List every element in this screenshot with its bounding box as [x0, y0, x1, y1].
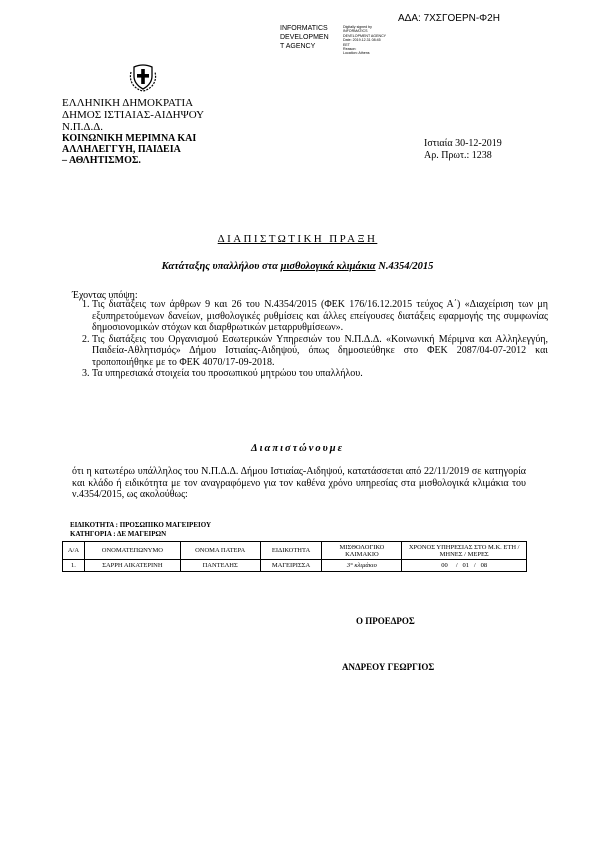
department-line: ΑΛΛΗΛΕΓΓΥΗ, ΠΑΙΔΕΙΑ [62, 144, 181, 155]
subtitle-pre: Κατάταξης υπαλλήλου στα [161, 261, 281, 272]
department-line: – ΑΘΛΗΤΙΣΜΟΣ. [62, 155, 141, 166]
stamp-detail: Location: Athens [343, 51, 370, 56]
table-header-row [63, 542, 527, 560]
stamp-line: INFORMATICS [280, 25, 328, 32]
ada-code: ΑΔΑ: 7ΧΣΓΟΕΡΝ-Φ2Η [398, 13, 500, 24]
stamp-detail: Digitally signed by [343, 25, 372, 29]
table-cell: ΣΑΡΡΗ ΑΙΚΑΤΕΡΙΝΗ [84, 560, 180, 572]
subtitle-law: Ν.4354/2015 [375, 261, 434, 272]
table-cell: ΜΑΓΕΙΡΙΣΣΑ [260, 560, 322, 572]
table-cell: 3° κλιμάκιο [322, 560, 402, 572]
signature-stamp-details [343, 25, 403, 56]
table-header: ΜΙΣΘΟΛΟΓΙΚΟ ΚΛΙΜΑΚΙΟ [322, 542, 402, 560]
table-header: ΟΝΟΜΑΤΕΠΩΝΥΜΟ [84, 542, 180, 560]
list-item: 3. Τα υπηρεσιακά στοιχεία του προσωπικού μητρώου του υπαλλήλου. [92, 368, 548, 380]
table-cell: 1. [63, 560, 85, 572]
table-header: Α/Α [63, 542, 85, 560]
intro-text: Έχοντας υπόψη: [72, 290, 138, 301]
header-line: ΕΛΛΗΝΙΚΗ ΔΗΜΟΚΡΑΤΙΑ [62, 97, 194, 109]
signature-role: Ο ΠΡΟΕΔΡΟΣ [356, 616, 415, 626]
table-header: ΧΡΟΝΟΣ ΥΠΗΡΕΣΙΑΣ ΣΤΟ Μ.Κ. ΕΤΗ / ΜΗΝΕΣ / ΜΕΡΕΣ [402, 542, 527, 560]
body-paragraph: ότι η κατωτέρω υπάλληλος του Ν.Π.Δ.Δ. Δήμου Ιστιαίας-Αιδηψού, κατατάσσεται από 22/11/2019 σε κατηγορία και κλάδο ή ειδικότητα με τον αναγραφόμενο για τον καθένα χρόνο υπηρεσίας στα μισθολογικά κλιμάκια του ν.4354/2015, ως ακολούθως: [72, 466, 526, 500]
signature-stamp-name [280, 24, 340, 51]
protocol-number: Αρ. Πρωτ.: 1238 [424, 149, 492, 161]
classification-table [62, 541, 527, 572]
stamp-detail: Reason: [343, 47, 357, 52]
category-label: ΚΑΤΗΓΟΡΙΑ : ΔΕ ΜΑΓΕΙΡΩΝ [70, 530, 167, 538]
declaration-heading: Διαπιστώνουμε [251, 443, 344, 454]
subtitle-underlined: μισθολογικά κλιμάκια [280, 261, 376, 272]
considerations-list [70, 299, 548, 380]
list-item: 2. Τις διατάξεις του Οργανισμού Εσωτερικών Υπηρεσιών του Ν.Π.Δ.Δ. «Κοινωνική Μέριμνα και Αλληλεγγύη, Παιδεία-Αθλητισμός» Δήμου Ιστιαίας-Αιδηψού, όπως δημοσιεύθηκε στο ΦΕΚ 2087/04-07-2012 και τροποποιήθηκε με το ΦΕΚ 4070/17-09-2018. [92, 334, 548, 369]
greek-emblem-icon [128, 62, 158, 92]
specialty-label: ΕΙΔΙΚΟΤΗΤΑ : ΠΡΟΣΩΠΙΚΟ ΜΑΓΕΙΡΕΙΟΥ [70, 521, 212, 529]
place-date: Ιστιαία 30-12-2019 [424, 138, 502, 149]
stamp-detail: EET [343, 42, 350, 47]
document-title: ΔΙΑΠΙΣΤΩΤΙΚΗ ΠΡΑΞΗ [217, 233, 378, 245]
table-header: ΟΝΟΜΑ ΠΑΤΕΡΑ [180, 542, 260, 560]
table-cell: ΠΑΝΤΕΛΗΣ [180, 560, 260, 572]
list-item: 1. Τις διατάξεις των άρθρων 9 και 26 του Ν.4354/2015 (ΦΕΚ 176/16.12.2015 τεύχος Α΄) «Διαχείριση των μη εξυπηρετούμενων δανείων, μισθολογικές ρυθμίσεις και άλλες επείγουσες διατάξεις εφαρμογής της συμφωνίας δημοσιονομικών στόχων και διαρθρωτικών μεταρρυθμίσεων». [92, 299, 548, 334]
stamp-line: T AGENCY [280, 43, 316, 50]
signature-name: ΑΝΔΡΕΟΥ ΓΕΩΡΓΙΟΣ [342, 662, 435, 672]
header-line: Ν.Π.Δ.Δ. [62, 121, 104, 133]
document-subtitle [0, 261, 595, 272]
department-line: ΚΟΙΝΩΝΙΚΗ ΜΕΡΙΜΝΑ ΚΑΙ [62, 133, 197, 144]
stamp-detail: Date: 2019.12.31 08:45 [343, 38, 381, 43]
table-cell: 00 / 01 / 08 [402, 560, 527, 572]
stamp-detail: INFORMATICS [343, 29, 368, 34]
issuer-header [62, 97, 204, 166]
date-protocol [424, 138, 502, 161]
stamp-detail: DEVELOPMENT AGENCY [343, 33, 387, 38]
header-line: ΔΗΜΟΣ ΙΣΤΙΑΙΑΣ-ΑΙΔΗΨΟΥ [62, 109, 205, 121]
stamp-line: DEVELOPMEN [280, 34, 329, 41]
table-row [63, 560, 527, 572]
table-header: ΕΙΔΙΚΟΤΗΤΑ [260, 542, 322, 560]
